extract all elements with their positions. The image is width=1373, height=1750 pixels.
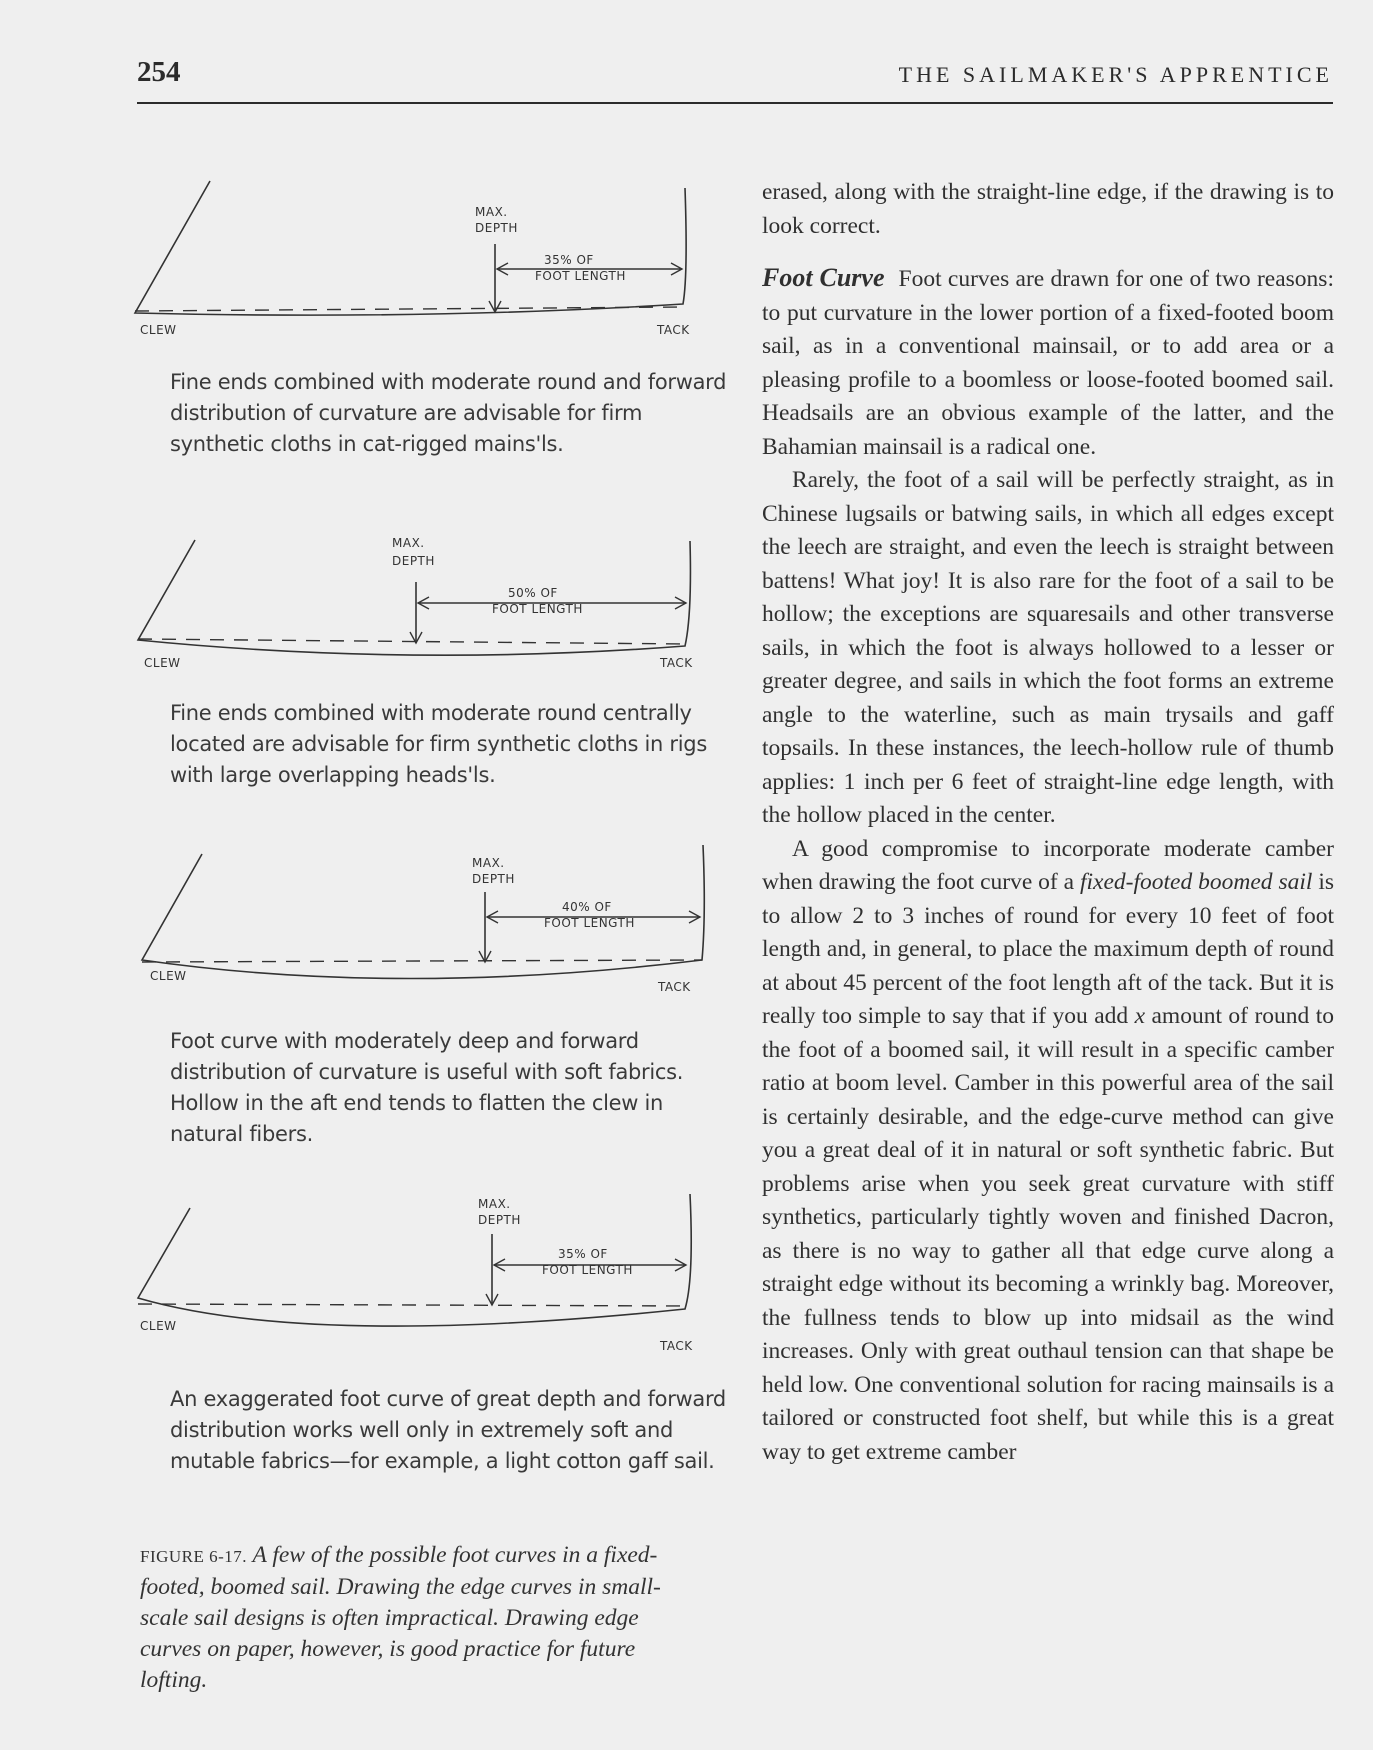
sail-outline (142, 845, 704, 979)
foot-curve-diagram-2 (130, 535, 720, 695)
diagram-caption-1: Fine ends combined with moderate round and forward distribution of curvature are advisable for firm synthetic cloths in cat-rigged mains'ls. (170, 370, 727, 456)
text-run: is to allow 2 to 3 inches of round for every 10 feet of foot length and, in general, to place the maximum depth of round at about 45 percent of the foot length aft of the tack. But it is really too simple to say that if you add (762, 869, 1334, 1029)
label-tack: TACK (658, 980, 691, 994)
label-foot-length: FOOT LENGTH (535, 269, 626, 283)
label-depth: DEPTH (392, 554, 435, 568)
diagram-caption-4: An exaggerated foot curve of great depth and forward distribution works well only in extremely soft and mutable fabrics—for example, a light cotton gaff sail. (170, 1387, 726, 1473)
label-foot-length: FOOT LENGTH (492, 602, 583, 616)
page-header (137, 56, 1333, 104)
label-clew: CLEW (140, 1319, 177, 1333)
figure-label: FIGURE 6-17. (140, 1547, 248, 1566)
label-tack: TACK (660, 656, 693, 670)
label-percent: 40% OF (562, 900, 612, 914)
paragraph-continuation: erased, along with the straight-line edge, if the drawing is to look correct. (762, 179, 1334, 239)
paragraph-rarely: Rarely, the foot of a sail will be perfectly straight, as in Chinese lugsails or batwing sails, in which all edges except the leech are straight, and even the leech is straight between battens! What joy! It is also rare for the foot of a sail to be hollow; the exceptions are squaresails and other transverse sails, in which the foot is always hollowed to a lesser or greater degree, and sails in which the foot forms an extreme angle to the waterline, such as main trysails and gaff topsails. In these instances, the leech-hollow rule of thumb applies: 1 inch per 6 feet of straight-line edge length, with the hollow placed in the center. (762, 467, 1334, 828)
diagram-caption-3: Foot curve with moderately deep and forward distribution of curvature is useful with soft fabrics. Hollow in the aft end tends to flatten the clew in natural fibers. (170, 1029, 684, 1146)
straight-line-edge (142, 960, 702, 962)
label-max: MAX. (478, 1197, 511, 1211)
paragraph-foot-curve-text: Foot curves are drawn for one of two reasons: to put curvature in the lower portion of a fixed-footed boom sail, as in a conventional mainsail, or to add area or a pleasing profile to a boomless or loose-footed boomed sail. Headsails are an obvious example of the latter, and the Bahamian mainsail is a radical one. (762, 266, 1334, 460)
label-foot-length: FOOT LENGTH (542, 1263, 633, 1277)
label-clew: CLEW (140, 323, 177, 337)
label-percent: 35% OF (558, 1247, 608, 1261)
label-depth: DEPTH (475, 221, 518, 235)
label-max: MAX. (392, 536, 425, 550)
label-foot-length: FOOT LENGTH (544, 916, 635, 930)
foot-curve-svg-2 (130, 535, 720, 695)
paragraph-compromise (762, 833, 1334, 1470)
label-clew: CLEW (144, 656, 181, 670)
label-max: MAX. (472, 856, 505, 870)
foot-curve-diagram-4 (130, 1194, 720, 1354)
run-in-heading: Foot Curve (762, 263, 885, 292)
header-rule (137, 102, 1333, 104)
label-tack: TACK (660, 1339, 693, 1353)
paragraph-foot-curve (762, 261, 1334, 464)
foot-curve-svg-4 (130, 1194, 720, 1354)
body-text-column (762, 176, 1334, 1469)
sail-outline (138, 1194, 691, 1326)
label-tack: TACK (657, 323, 690, 337)
label-percent: 50% OF (508, 586, 558, 600)
page-number: 254 (137, 56, 181, 88)
text-run: amount of round to the foot of a boomed sail, it will result in a specific camber ratio at boom level. Camber in this powerful area of the sail is certainly desirable, and the edge-curve method can give you a great deal of it in natural or soft synthetic fabric. But problems arise when you seek great curvature with stiff synthetics, particularly tightly woven and finished Dacron, as there is no way to gather all that edge curve along a straight edge without its becoming a wrinkly bag. Moreover, the fullness tends to blow up into midsail as the wind increases. Only with great outhaul tension can that shape be held low. One conventional solution for racing mainsails is a tailored or constructed foot shelf, but while this is a great way to get extreme camber (762, 1003, 1335, 1465)
emphasis-x: x (1134, 1003, 1146, 1029)
label-percent: 35% OF (544, 253, 594, 267)
label-depth: DEPTH (472, 872, 515, 886)
sail-outline (135, 181, 686, 315)
figure-caption (140, 1540, 700, 1696)
straight-line-edge (138, 1304, 688, 1306)
figure-caption-text: A few of the possible foot curves in a fixed-footed, boomed sail. Drawing the edge curves in small-scale sail designs is often impractical. Drawing edge curves on paper, however, is good practice for future lofting. (140, 1542, 661, 1693)
foot-curve-diagram-3 (130, 845, 720, 1005)
running-title: THE SAILMAKER'S APPRENTICE (898, 62, 1333, 87)
foot-curve-svg-1 (130, 176, 720, 336)
label-depth: DEPTH (478, 1213, 521, 1227)
label-max: MAX. (475, 205, 508, 219)
emphasis-fixed-footed: fixed-footed boomed sail (1080, 869, 1313, 895)
diagram-caption-2: Fine ends combined with moderate round centrally located are advisable for firm synthetic cloths in rigs with large overlapping heads'ls. (170, 701, 707, 787)
label-clew: CLEW (150, 969, 187, 983)
foot-curve-diagram-1 (130, 176, 720, 336)
text-run: A good compromise to incorporate moderate camber when drawing the foot curve of a (762, 835, 1334, 895)
foot-curve-svg-3 (130, 845, 720, 1005)
straight-line-edge (138, 639, 685, 644)
